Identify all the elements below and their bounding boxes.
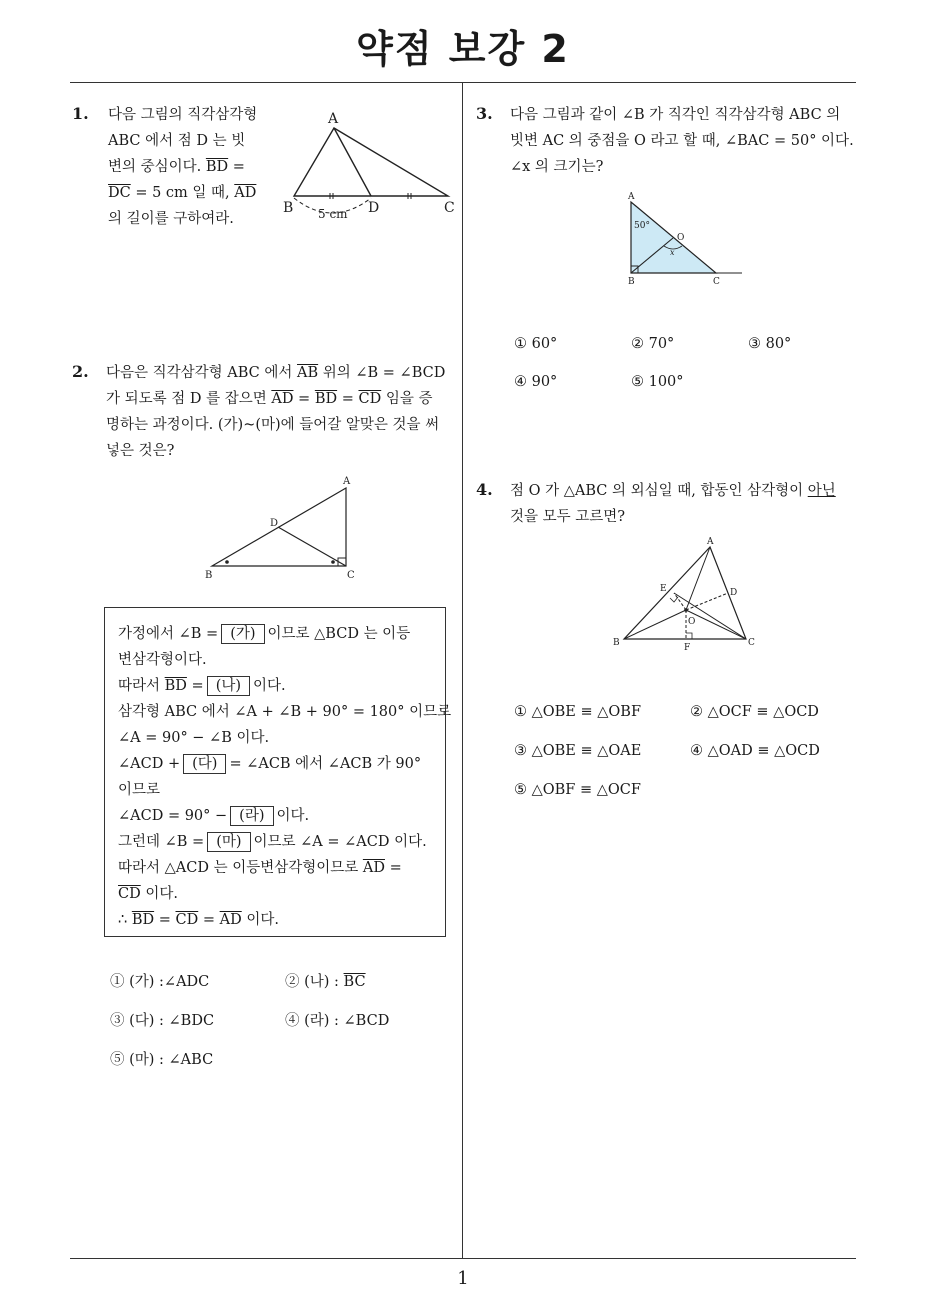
q2-number: 2. [72,362,89,381]
q3-label-c: C [713,277,720,287]
q1-figure [280,108,470,228]
q4-line1 [510,478,836,504]
q2-seg-bd: $\overline{BD}$ [314,391,338,407]
q1-line2: ABC 에서 점 D 는 빗 [108,133,246,149]
q3-line3: ∠x 의 크기는? [510,159,604,175]
q1-number: 1. [72,104,89,123]
q1-text-b: = 5 cm 일 때, [130,185,235,201]
q4-label-a: A [707,537,714,547]
q4-perp-oe [674,593,686,610]
q3-label-x: x [670,248,675,257]
q2-line3: 명하는 과정이다. (가)~(마)에 들어갈 알맞은 것을 써 [106,417,440,433]
q2-figure [200,474,370,584]
blank-ra: (라) [230,806,273,826]
proof-text: 이다. [241,912,279,928]
q1-seg-dc: $\overline{DC}$ [108,185,131,201]
q1-seg-bd: $\overline{BD}$ [205,159,229,175]
proof-text: 가정에서 ∠B = [118,626,219,642]
q3-choice-1[interactable]: ① 60° [514,336,558,352]
q3-label-angle: 50° [634,221,650,231]
q3-line2: 빗변 AC 의 중점을 O 라고 할 때, ∠BAC = 50° 이다. [510,133,854,149]
proof-line: ∠A = 90° − ∠B 이다. [118,730,270,746]
q3-choice-2[interactable]: ② 70° [631,336,675,352]
q3-number: 3. [476,104,493,123]
proof-text: 이다. [253,678,286,694]
proof-text: 이므로 ∠A = ∠ACD 이다. [253,834,427,850]
proof-line [118,804,309,826]
q4-label-c: C [748,638,755,648]
q4-label-o: O [688,617,696,627]
page-number: 1 [457,1268,469,1289]
q3-line1: 다음 그림과 같이 ∠B 가 직각인 직각삼각형 ABC 의 [510,107,841,123]
proof-line [118,830,427,852]
q4-choice-4[interactable]: ④ △OAD ≡ △OCD [690,743,820,759]
q4-text [510,478,836,530]
q3-label-b: B [628,277,635,287]
q4-text-a: 점 O 가 △ABC 의 외심일 때, 합동인 삼각형이 [510,483,808,499]
q2-text-c: 가 되도록 점 D 를 잡으면 [106,391,272,407]
proof-line: 삼각형 ABC 에서 ∠A + ∠B + 90° = 180° 이므로 [118,704,452,720]
q2-line4: 넣은 것은? [106,443,175,459]
q4-choice-2[interactable]: ② △OCF ≡ △OCD [690,704,819,720]
q4-figure [608,535,768,655]
q4-emphasis: 아닌 [807,483,836,499]
choice-text: ② (나) : [285,974,344,990]
proof-text: 이므로 △BCD 는 이등 [267,626,411,642]
q2-choice-1[interactable]: ① (가) :∠ADC [110,974,210,990]
proof-text: 따라서 [118,678,165,694]
q2-line1 [106,360,445,386]
q2-choice-3[interactable]: ③ (다) : ∠BDC [110,1013,215,1029]
q2-label-b: B [205,570,213,581]
proof-seg-cd: $\overline{CD}$ [175,912,199,928]
blank-ga: (가) [221,624,264,644]
q2-choice-2[interactable] [285,970,366,991]
q1-line3 [108,154,257,180]
q2-label-c: C [347,570,355,581]
proof-line [118,856,402,877]
header-rule [70,82,856,83]
q2-eq1: = [293,391,315,407]
q4-segment-ob [624,610,686,639]
proof-text: 이다. [140,886,178,902]
proof-line [118,622,410,644]
q4-choice-1[interactable]: ① △OBE ≡ △OBF [514,704,642,720]
proof-text: = [384,860,402,876]
q2-seg-ab: $\overline{AB}$ [297,365,319,381]
q1-triangle [294,128,448,196]
q4-segment-oa [686,547,710,610]
q2-text-a: 다음은 직각삼각형 ABC 에서 [106,365,297,381]
proof-text: = ∠ACB 에서 ∠ACB 가 90° [229,756,422,772]
q1-seg-ad: $\overline{AD}$ [234,185,257,201]
q1-median-ad [334,128,371,196]
proof-seg-cd: $\overline{CD}$ [118,886,141,902]
q4-label-d: D [730,588,738,598]
q1-label-a: A [328,111,339,127]
q2-label-d: D [270,518,279,529]
blank-ma: (마) [207,832,250,852]
q2-label-a: A [343,476,351,487]
q2-text [106,360,445,464]
q2-seg-ad: $\overline{AD}$ [271,391,294,407]
q4-perp-od [686,593,728,610]
proof-seg-ad: $\overline{AD}$ [219,912,242,928]
proof-text: = [154,912,176,928]
q3-label-o: O [677,233,685,243]
q1-label-b: B [283,200,294,216]
q3-figure [620,190,750,290]
proof-line: 이므로 [118,782,161,798]
q2-text-b: 위의 ∠B = ∠BCD [318,365,446,381]
blank-na: (나) [207,676,250,696]
q4-label-e: E [660,584,667,594]
q3-choice-5[interactable]: ⑤ 100° [631,374,684,390]
q2-angle-dot [331,560,335,564]
q1-label-length: 5 cm [318,207,348,221]
proof-line [118,908,279,929]
q2-choice-5[interactable]: ⑤ (마) : ∠ABC [110,1052,214,1068]
q3-text [510,102,854,180]
q2-angle-dot [225,560,229,564]
proof-seg-ad: $\overline{AD}$ [362,860,385,876]
proof-line [118,752,421,774]
proof-line [118,882,178,903]
page-title: 약점 보강 2 [356,27,570,71]
q4-choice-5[interactable]: ⑤ △OBF ≡ △OCF [514,782,641,798]
proof-seg-bd: $\overline{BD}$ [164,678,187,694]
q4-right-angle [686,633,692,639]
choice-seg-bc: $\overline{BC}$ [343,974,366,990]
q2-choice-4[interactable]: ④ (라) : ∠BCD [285,1013,390,1029]
footer-rule [70,1258,856,1259]
q2-line2 [106,386,445,412]
proof-line: 변삼각형이다. [118,652,207,668]
q4-choice-3[interactable]: ③ △OBE ≡ △OAE [514,743,642,759]
column-divider [462,83,463,1258]
proof-text: = [186,678,204,694]
proof-line [118,674,286,696]
q1-label-c: C [444,200,455,216]
proof-text: 따라서 △ACD 는 이등변삼각형이므로 [118,860,363,876]
q4-label-f: F [684,643,691,653]
proof-text: ∠ACD + [118,756,181,772]
blank-da: (다) [183,754,226,774]
q1-label-d: D [368,200,380,216]
q2-eq2: = [337,391,359,407]
q2-text-d: 임을 증 [381,391,433,407]
q4-point-o [684,608,688,612]
q1-line5: 의 길이를 구하여라. [108,211,234,227]
proof-text: = [198,912,220,928]
q4-label-b: B [613,638,620,648]
proof-seg-bd: $\overline{BD}$ [131,912,155,928]
proof-text: 이다. [276,808,310,824]
proof-text: 그런데 ∠B = [118,834,205,850]
q4-line2: 것을 모두 고르면? [510,509,626,525]
q2-seg-cd: $\overline{CD}$ [358,391,382,407]
q1-text [108,102,257,232]
q4-number: 4. [476,480,493,499]
q1-line4 [108,180,257,206]
q2-segment-cd [278,527,346,566]
q3-choice-4[interactable]: ④ 90° [514,374,558,390]
q3-choice-3[interactable]: ③ 80° [748,336,792,352]
proof-text: ∴ [118,912,132,928]
q1-line1: 다음 그림의 직각삼각형 [108,107,258,123]
proof-text: ∠ACD = 90° − [118,808,228,824]
q1-eq: = [228,159,245,175]
q1-text-a: 변의 중심이다. [108,159,206,175]
q3-label-a: A [628,192,635,202]
